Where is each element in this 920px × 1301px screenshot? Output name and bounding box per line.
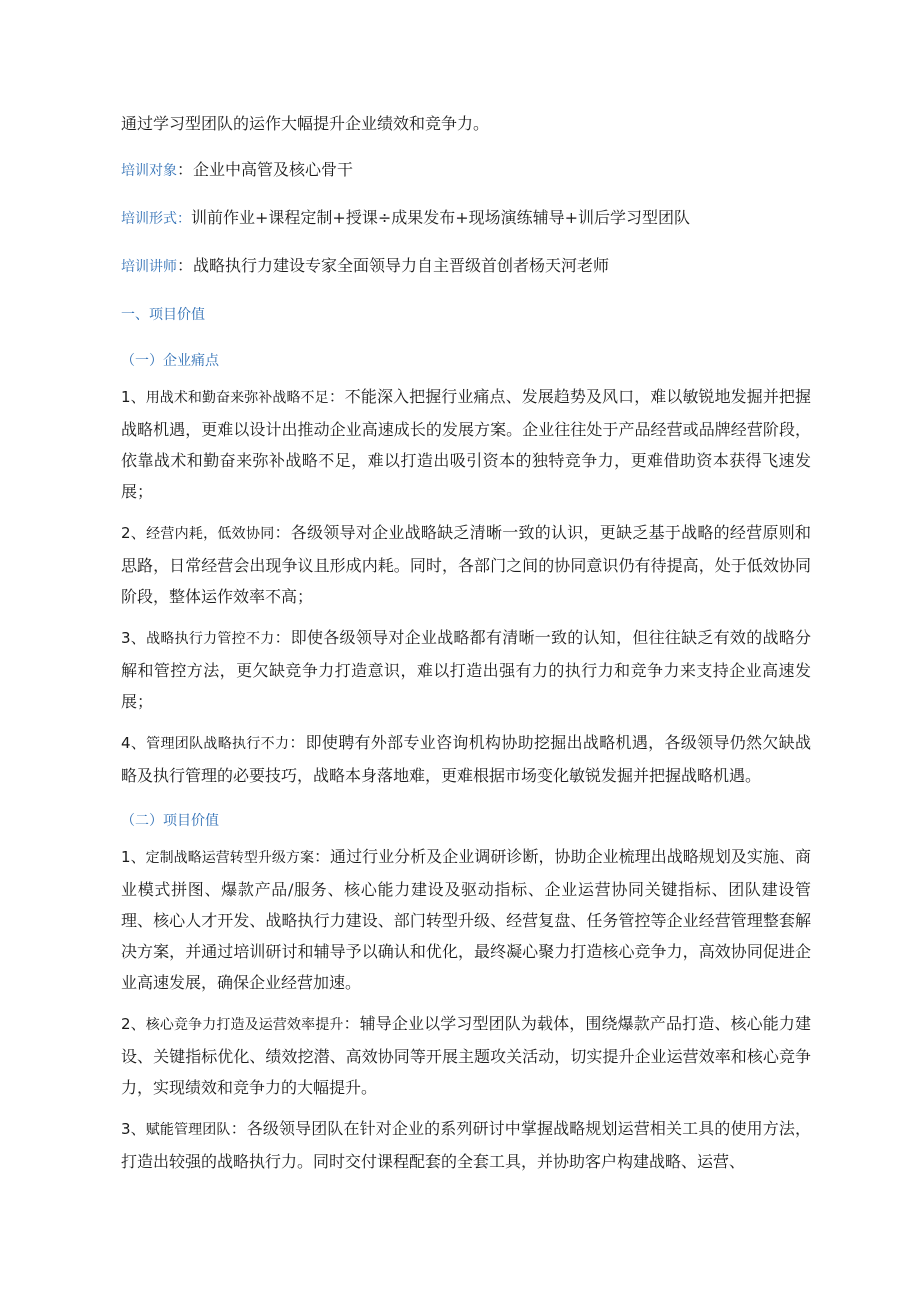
subsection-heading: （一）企业痛点: [121, 353, 219, 369]
meta-value: ：企业中高管及核心骨干: [177, 160, 354, 179]
meta-label: 培训对象: [121, 163, 177, 179]
item-text: ：不能深入把握行业痛点、发展趋势及风口，难以敏锐地发掘并把握战略机遇，更难以设计出推动企业高速成长的发展方案。企业往往处于产品经营或品牌经营阶段，依靠战术和勤奋来弥补战略不足，难以打造出吸引资本的独特竞争力，更难借助资本获得飞速发展；: [121, 387, 811, 501]
meta-format: [121, 202, 811, 235]
item-text: ：即使各级领导对企业战略都有清晰一致的认知，但往往缺乏有效的战略分解和管控方法，更欠缺竞争力打造意识，难以打造出强有力的执行力和竞争力来支持企业高速发展；: [121, 628, 811, 711]
value-item-1: 1、定制战略运营转型升级方案：通过行业分析及企业调研诊断，协助企业梳理出战略规划及实施、商业模式拼图、爆款产品/服务、核心能力建设及驱动指标、企业运营协同关键指标、团队建设管理、核心人才开发、战略执行力建设、部门转型升级、经营复盘、任务管控等企业经营管理整套解决方案，并通过培训研讨和辅导予以确认和优化，最终凝心聚力打造核心竞争力，高效协同促进企业高速发展，确保企业经营加速。: [121, 847, 811, 992]
section-heading: 一、项目价值: [121, 307, 205, 323]
intro-paragraph: 通过学习型团队的运作大幅提升企业绩效和竞争力。: [121, 114, 490, 133]
meta-label: 培训形式：: [121, 211, 191, 227]
pain-point-1: 1、用战术和勤奋来弥补战略不足：不能深入把握行业痛点、发展趋势及风口，难以敏锐地发掘并把握战略机遇，更难以设计出推动企业高速成长的发展方案。企业往往处于产品经营或品牌经营阶段，依靠战术和勤奋来弥补战略不足，难以打造出吸引资本的独特竞争力，更难借助资本获得飞速发展；: [121, 387, 811, 501]
meta-lecturer: [121, 250, 811, 283]
item-text: ：通过行业分析及企业调研诊断，协助企业梳理出战略规划及实施、商业模式拼图、爆款产品/服务、核心能力建设及驱动指标、企业运营协同关键指标、团队建设管理、核心人才开发、战略执行力建设、部门转型升级、经营复盘、任务管控等企业经营管理整套解决方案，并通过培训研讨和辅导予以确认和优化，最终凝心聚力打造核心竞争力，高效协同促进企业高速发展，确保企业经营加速。: [121, 847, 811, 992]
value-item-3: 3、赋能管理团队：各级领导团队在针对企业的系列研讨中掌握战略规划运营相关工具的使用方法，打造出较强的战略执行力。同时交付课程配套的全套工具，并协助客户构建战略、运营、: [121, 1119, 811, 1171]
meta-target: [121, 154, 811, 187]
subsection-heading: （二）项目价值: [121, 813, 219, 829]
item-text: ：辅导企业以学习型团队为载体，围绕爆款产品打造、核心能力建设、关键指标优化、绩效挖潜、高效协同等开展主题攻关活动，切实提升企业运营效率和核心竞争力，实现绩效和竞争力的大幅提升。: [121, 1014, 811, 1097]
item-heading: 赋能管理团队: [145, 1122, 231, 1138]
document-page: [121, 108, 811, 1187]
item-heading: 管理团队战略执行不力: [146, 736, 290, 752]
item-heading: 核心竞争力打造及运营效率提升: [145, 1017, 344, 1033]
pain-point-3: 3、战略执行力管控不力：即使各级领导对企业战略都有清晰一致的认知，但往往缺乏有效的战略分解和管控方法，更欠缺竞争力打造意识，难以打造出强有力的执行力和竞争力来支持企业高速发展；: [121, 628, 811, 711]
pain-point-4: 4、管理团队战略执行不力：即使聘有外部专业咨询机构协助挖掘出战略机遇，各级领导仍然欠缺战略及执行管理的必要技巧，战略本身落地难，更难根据市场变化敏锐发掘并把握战略机遇。: [121, 733, 811, 785]
item-heading: 战略执行力管控不力: [146, 631, 275, 647]
item-text: ：各级领导团队在针对企业的系列研讨中掌握战略规划运营相关工具的使用方法，打造出较强的战略执行力。同时交付课程配套的全套工具，并协助客户构建战略、运营、: [121, 1119, 811, 1171]
value-item-2: 2、核心竞争力打造及运营效率提升：辅导企业以学习型团队为载体，围绕爆款产品打造、核心能力建设、关键指标优化、绩效挖潜、高效协同等开展主题攻关活动，切实提升企业运营效率和核心竞争力，实现绩效和竞争力的大幅提升。: [121, 1014, 811, 1097]
meta-value: ：战略执行力建设专家全面领导力自主晋级首创者杨天河老师: [177, 256, 610, 275]
meta-value: 训前作业+课程定制+授课÷成果发布+现场演练辅导+训后学习型团队: [191, 208, 691, 227]
item-text: ：即使聘有外部专业咨询机构协助挖掘出战略机遇，各级领导仍然欠缺战略及执行管理的必要技巧，战略本身落地难，更难根据市场变化敏锐发掘并把握战略机遇。: [121, 733, 811, 785]
meta-label: 培训讲师: [121, 259, 177, 275]
item-heading: 定制战略运营转型升级方案: [145, 850, 315, 866]
item-heading: 用战术和勤奋来弥补战略不足: [145, 390, 329, 406]
item-text: ：各级领导对企业战略缺乏清晰一致的认识，更缺乏基于战略的经营原则和思路，日常经营会出现争议且形成内耗。同时，各部门之间的协同意识仍有待提高，处于低效协同阶段，整体运作效率不高；: [121, 523, 811, 606]
item-heading: 经营内耗，低效协同: [146, 526, 275, 542]
pain-point-2: 2、经营内耗，低效协同：各级领导对企业战略缺乏清晰一致的认识，更缺乏基于战略的经营原则和思路，日常经营会出现争议且形成内耗。同时，各部门之间的协同意识仍有待提高，处于低效协同阶段，整体运作效率不高；: [121, 523, 811, 606]
